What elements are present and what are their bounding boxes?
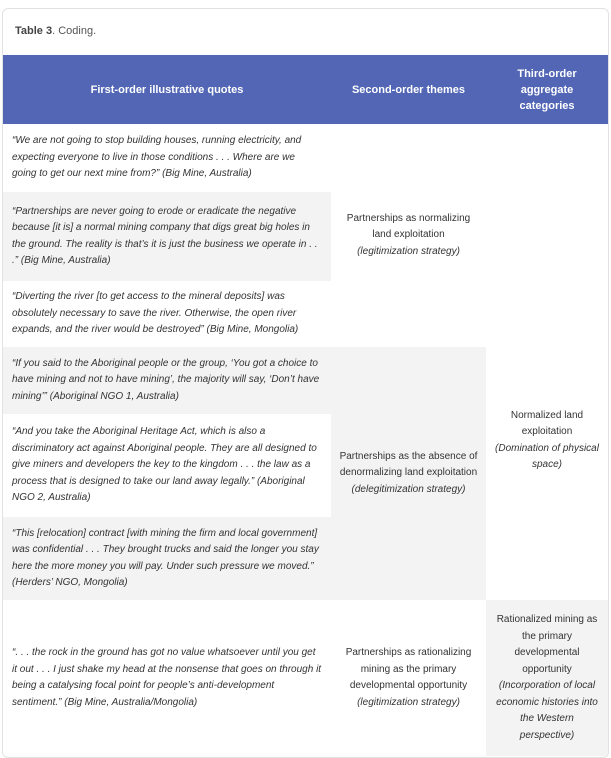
category-detail: (Domination of physical space) — [495, 442, 599, 470]
theme-cell-delegitimization — [331, 347, 486, 600]
theme-cell-normalizing — [331, 124, 486, 347]
theme-label: Partnerships as the absence of denormalizing land exploitation — [339, 450, 478, 479]
header-first-order: First-order illustrative quotes — [3, 55, 331, 124]
theme-label: Partnerships as normalizing land exploitation — [346, 212, 471, 241]
category-blank-cell — [486, 124, 608, 281]
header-row — [3, 55, 608, 124]
quote-cell: “If you said to the Aboriginal people or the group, ‘You got a choice to have mining and not to have mining’, the majority will say, ‘Don’t have mining’” (Aboriginal NGO 1, Australia) — [3, 347, 331, 414]
quote-cell: “We are not going to stop building houses, running electricity, and expecting everyone to live in those conditions . . . Where are we going to get our next mine from?” (Big Mine, Australia) — [3, 124, 331, 192]
quote-cell: “Partnerships are never going to erode or eradicate the negative because [it is] a normal mining company that digs great big holes in the ground. The reality is that’s it is just the business we operate in . . .” (Big Mine, Australia) — [3, 192, 331, 281]
category-cell-rationalized — [486, 600, 608, 756]
category-detail: (Incorporation of local economic histories into the Western perspective) — [496, 680, 598, 741]
quote-cell: “. . . the rock in the ground has got no value whatsoever until you get it out . . . I just shake my head at the nonsense that goes on through it being a catalysing focal point for people’s anti-development sentiment.” (Big Mine, Australia/Mongolia) — [3, 600, 331, 756]
theme-strategy: (legitimization strategy) — [357, 245, 460, 257]
category-label: Rationalized mining as the primary developmental opportunity — [496, 614, 598, 675]
quote-cell: “And you take the Aboriginal Heritage Act, which is also a discriminatory act against Aboriginal people. They are all designed to give miners and developers the key to the kingdom . . . the law as a process that is designed to take our land away legally.” (Aboriginal NGO 2, Australia) — [3, 414, 331, 517]
caption-text: . Coding. — [52, 25, 97, 37]
table-row — [3, 281, 608, 347]
caption-label: Table 3 — [15, 25, 53, 37]
category-label: Normalized land exploitation — [510, 409, 584, 437]
table-container — [2, 8, 609, 758]
quote-cell: “This [relocation] contract [with mining the firm and local government] was confidential . . . They brought trucks and said the longer you stay here the more money you will pay. Under such pressure we moved.” (Herders’ NGO, Mongolia) — [3, 517, 331, 600]
table-row — [3, 124, 608, 192]
theme-strategy: (legitimization strategy) — [357, 696, 460, 708]
header-second-order: Second-order themes — [331, 55, 486, 124]
coding-table — [3, 55, 608, 756]
quote-cell: “Diverting the river [to get access to the mineral deposits] was obsolutely necessary to save the river. Otherwise, the open river expands, and the river would be destroyed” (Big Mine, Mongolia) — [3, 281, 331, 347]
category-cell-normalized — [486, 281, 608, 600]
theme-label: Partnerships as rationalizing mining as the primary developmental opportunity — [345, 647, 472, 691]
table-caption — [15, 25, 96, 37]
theme-strategy: (delegitimization strategy) — [351, 483, 466, 495]
header-third-order: Third-order aggregate categories — [486, 55, 608, 124]
theme-cell-rationalizing — [331, 600, 486, 756]
table-row — [3, 600, 608, 756]
